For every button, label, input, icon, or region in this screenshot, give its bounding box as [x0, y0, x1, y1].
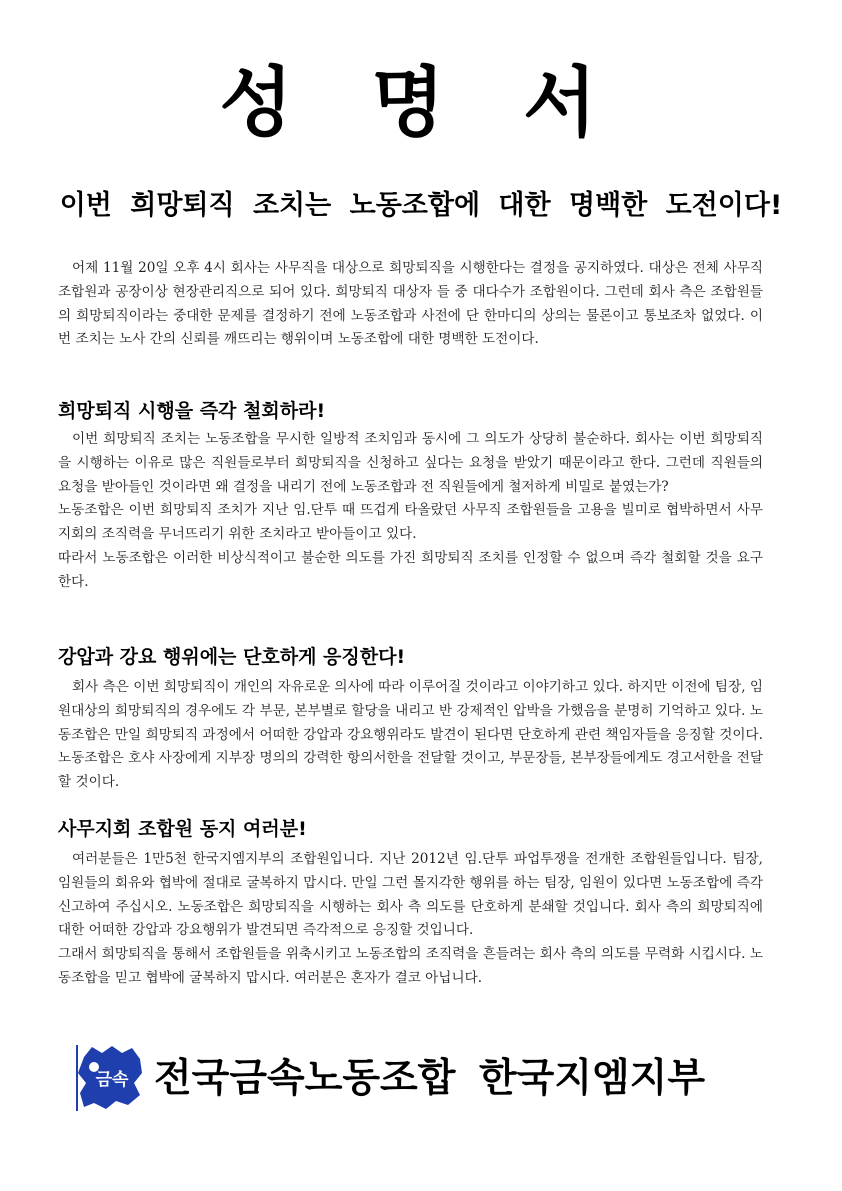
section-paragraph: 회사 측은 이번 희망퇴직이 개인의 자유로운 의사에 따라 이루어질 것이라고 이야기하고 있다. 하지만 이전에 팀장, 임원대상의 희망퇴직의 경우에도 각 부문, 본부별로 할당을 내리고 반 강제적인 압박을 가했음을 분명히 기억하고 있다. 노동조합은 만일 희망퇴직 과정에서 어떠한 강압과 강요행위라도 발견이 된다면 단호하게 관련 책임자들을 응징할 것이다. 노동조합은 호샤 사장에게 지부장 명의의 강력한 항의서한을 전달할 것이고, 부문장들, 본부장들에게도 경고서한을 전달할 것이다.: [58, 679, 764, 791]
section-heading-comrades: 사무지회 조합원 동지 여러분!: [58, 818, 307, 840]
section-heading-withdraw: 희망퇴직 시행을 즉각 철회하라!: [58, 400, 326, 422]
union-logo: [72, 1043, 146, 1113]
section-body-punish: [58, 676, 763, 795]
organization-name: 전국금속노동조합 한국지엠지부: [154, 1056, 706, 1101]
section-body-comrades: [58, 848, 763, 991]
section-heading-punish: 강압과 강요 행위에는 단호하게 응징한다!: [58, 646, 406, 668]
logo-text: 금속: [95, 1070, 129, 1090]
intro-paragraph: 어제 11월 20일 오후 4시 회사는 사무직을 대상으로 희망퇴직을 시행한다는 결정을 공지하였다. 대상은 전체 사무직 조합원과 공장이상 현장관리직으로 되어 있다. 희망퇴직 대상자 들 중 대다수가 조합원이다. 그런데 회사 측은 조합원들의 희망퇴직이라는 중대한 문제를 결정하기 전에 노동조합과 사전에 단 한마디의 상의는 물론이고 통보조차 없었다. 이번 조치는 노사 간의 신뢰를 깨뜨리는 행위이며 노동조합에 대한 명백한 도전이다.: [58, 260, 763, 348]
section-paragraph: 이번 희망퇴직 조치는 노동조합을 무시한 일방적 조치임과 동시에 그 의도가 상당히 불순하다. 회사는 이번 희망퇴직을 시행하는 이유로 많은 직원들로부터 희망퇴직을 신청하고 싶다는 요청을 받았기 때문이라고 한다. 그런데 직원들의 요청을 받아들인 것이라면 왜 결정을 내리기 전에 노동조합과 전 직원들에게 철저하게 비밀로 붙였는가?: [58, 431, 763, 495]
section-paragraph: 그래서 희망퇴직을 통해서 조합원들을 위축시키고 노동조합의 조직력을 흔들려는 회사 측의 의도를 무력화 시킵시다. 노동조합을 믿고 협박에 굴복하지 맙시다. 여러분은 혼자가 결코 아닙니다.: [58, 946, 763, 986]
intro-paragraph-block: [58, 257, 763, 352]
section-paragraph: 여러분들은 1만5천 한국지엠지부의 조합원입니다. 지난 2012년 임.단투 파업투쟁을 전개한 조합원들입니다. 팀장, 임원들의 회유와 협박에 절대로 굴복하지 맙시다. 만일 그런 몰지각한 행위를 하는 팀장, 임원이 있다면 노동조합에 즉각 신고하여 주십시오. 노동조합은 희망퇴직을 시행하는 회사 측 의도를 단호하게 분쇄할 것입니다. 회사 측의 희망퇴직에 대한 어떠한 강압과 강요행위가 발견되면 즉각적으로 응징할 것입니다.: [58, 851, 763, 939]
document-subtitle: 이번 희망퇴직 조치는 노동조합에 대한 명백한 도전이다!: [59, 190, 783, 221]
section-paragraph: 따라서 노동조합은 이러한 비상식적이고 불순한 의도를 가진 희망퇴직 조치를 인정할 수 없으며 즉각 철회할 것을 요구한다.: [58, 549, 763, 590]
section-body-withdraw: [58, 428, 763, 595]
footer: [72, 1043, 772, 1117]
document-title: 성 명 서: [219, 58, 623, 147]
section-paragraph: 노동조합은 이번 희망퇴직 조치가 지난 임.단투 때 뜨겁게 타올랐던 사무직 조합원들을 고용을 빌미로 협박하면서 사무지회의 조직력을 무너뜨리기 위한 조치라고 받아들이고 있다.: [58, 502, 763, 543]
